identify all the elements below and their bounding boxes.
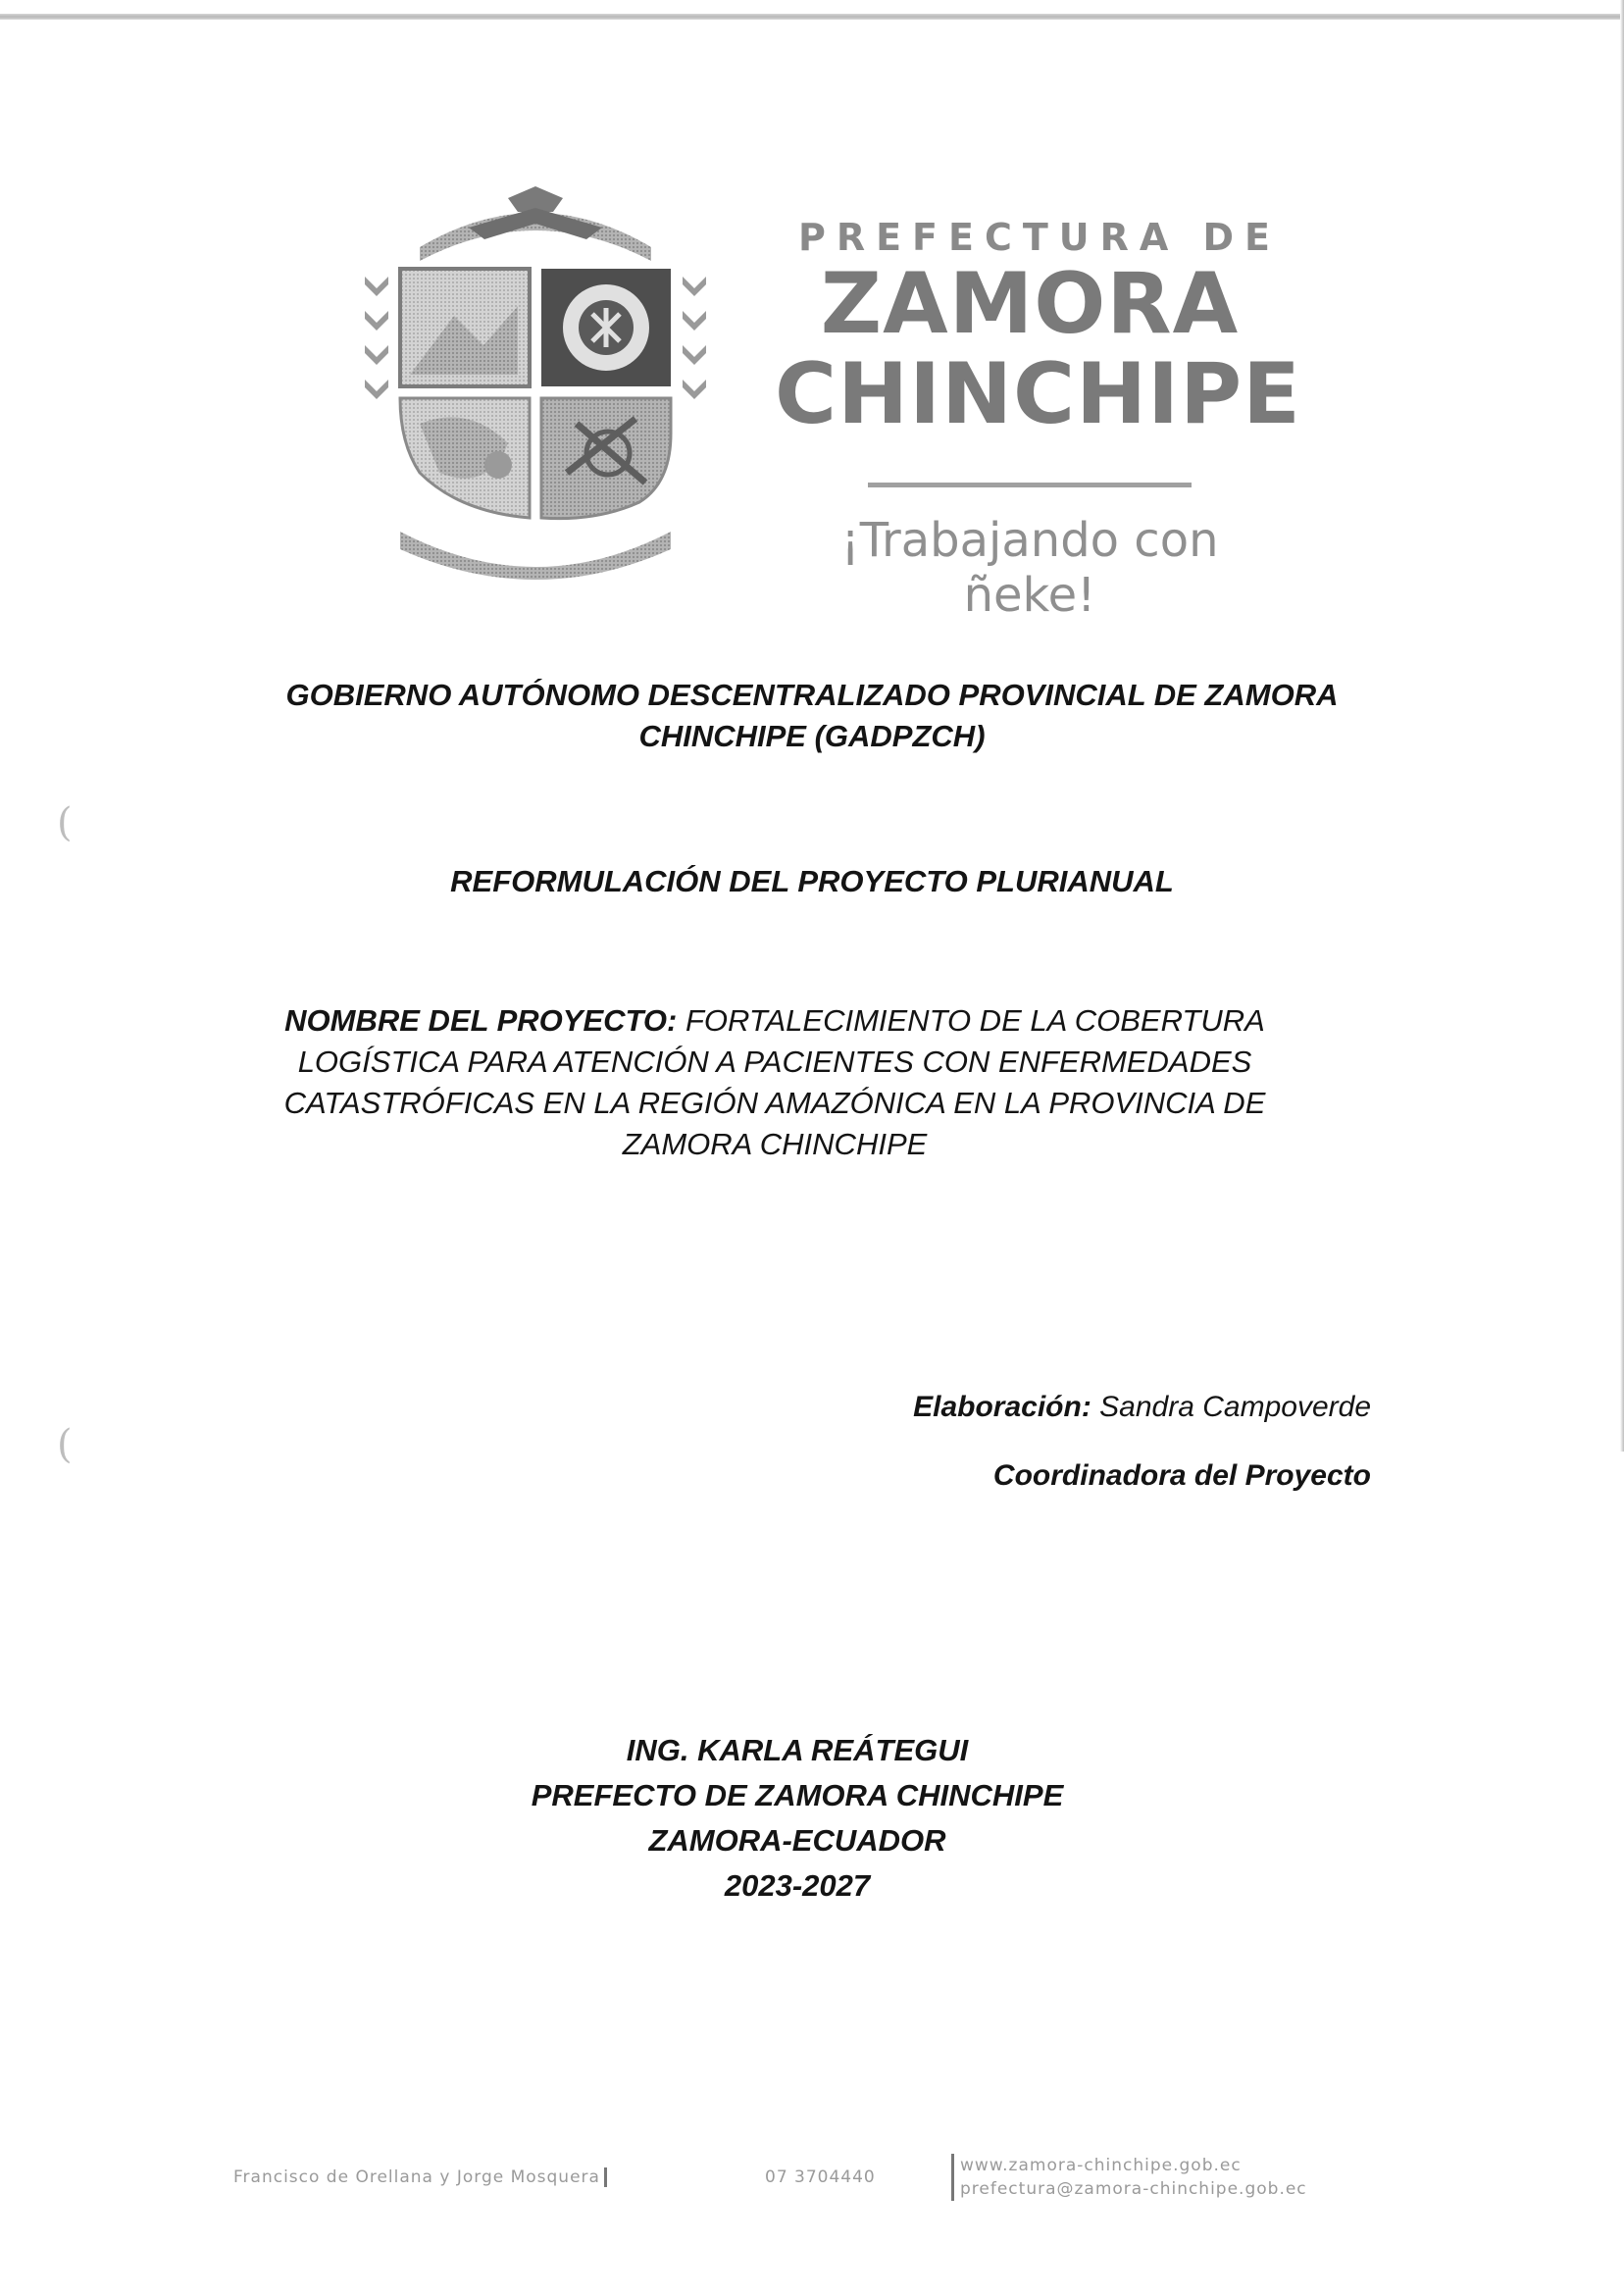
footer-address: Francisco de Orellana y Jorge Mosquera: [233, 2167, 607, 2187]
author-name: Sandra Campoverde: [1099, 1391, 1371, 1423]
brand-subtitle: PREFECTURA DE: [797, 216, 1282, 259]
footer-website: www.zamora-chinchipe.gob.ec: [960, 2156, 1242, 2175]
brand-tagline: ¡Trabajando con ñeke!: [840, 513, 1219, 623]
signatory-block: [0, 1728, 1595, 1909]
institution-line-2: CHINCHIPE (GADPZCH): [638, 719, 986, 753]
institution-line-1: GOBIERNO AUTÓNOMO DESCENTRALIZADO PROVINCIAL DE ZAMORA: [285, 678, 1339, 712]
scan-smudge: (: [57, 800, 73, 845]
document-period: 2023-2027: [724, 1868, 871, 1903]
coat-of-arms-logo: [361, 178, 710, 602]
author-label: Elaboración:: [913, 1391, 1091, 1423]
project-name-block: [235, 1000, 1314, 1165]
document-location: ZAMORA-ECUADOR: [648, 1823, 946, 1858]
footer-phone: 07 3704440: [765, 2167, 876, 2187]
author-line: [913, 1391, 1371, 1424]
brand-wordmark: [775, 216, 1301, 623]
signatory-title: PREFECTO DE ZAMORA CHINCHIPE: [531, 1778, 1064, 1812]
author-role: Coordinadora del Proyecto: [992, 1459, 1371, 1492]
footer-email: prefectura@zamora-chinchipe.gob.ec: [960, 2179, 1307, 2199]
footer-contact: [951, 2154, 1307, 2201]
institution-name: [0, 675, 1624, 757]
scan-edge-top: [0, 14, 1624, 20]
brand-name-line2: CHINCHIPE: [775, 345, 1301, 443]
brand-name-line1: ZAMORA: [820, 255, 1240, 353]
project-name-label: NOMBRE DEL PROYECTO:: [284, 1003, 678, 1038]
signatory-name: ING. KARLA REÁTEGUI: [626, 1733, 969, 1767]
project-name-value: FORTALECIMIENTO DE LA COBERTURA LOGÍSTICA PARA ATENCIÓN A PACIENTES CON ENFERMEDADES CATASTRÓFICAS EN LA REGIÓN AMAZÓNICA EN LA PROVINCIA DE ZAMORA CHINCHIPE: [283, 1003, 1266, 1161]
brand-divider: [868, 483, 1192, 487]
document-heading: REFORMULACIÓN DEL PROYECTO PLURIANUAL: [450, 864, 1174, 898]
scan-smudge: (: [57, 1422, 73, 1467]
